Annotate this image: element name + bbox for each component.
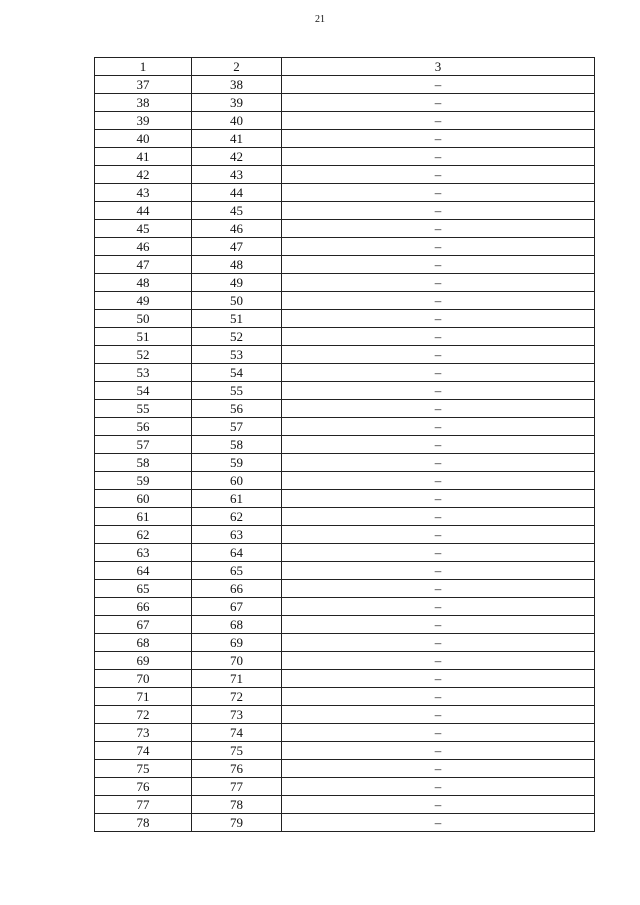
table-cell-col-2: 39	[192, 94, 282, 112]
table-cell-col-3: –	[282, 346, 595, 364]
table-cell-col-1: 67	[95, 616, 192, 634]
table-cell-col-2: 68	[192, 616, 282, 634]
table-cell-col-1: 70	[95, 670, 192, 688]
table-cell-col-2: 69	[192, 634, 282, 652]
table-row	[95, 562, 595, 580]
table-cell-col-1: 62	[95, 526, 192, 544]
table-cell-col-2: 70	[192, 652, 282, 670]
table-header	[95, 58, 595, 76]
table-row	[95, 274, 595, 292]
table-row	[95, 292, 595, 310]
table-cell-col-2: 42	[192, 148, 282, 166]
table-row	[95, 148, 595, 166]
table-cell-col-3: –	[282, 112, 595, 130]
table-cell-col-2: 41	[192, 130, 282, 148]
table-cell-col-2: 45	[192, 202, 282, 220]
table-row	[95, 616, 595, 634]
table-cell-col-3: –	[282, 328, 595, 346]
table-cell-col-2: 38	[192, 76, 282, 94]
table-cell-col-3: –	[282, 400, 595, 418]
table-cell-col-2: 48	[192, 256, 282, 274]
table-row	[95, 130, 595, 148]
table-cell-col-1: 58	[95, 454, 192, 472]
table-cell-col-3: –	[282, 634, 595, 652]
table-cell-col-3: –	[282, 814, 595, 832]
table-cell-col-3: –	[282, 202, 595, 220]
table-row	[95, 760, 595, 778]
table-row	[95, 580, 595, 598]
table-row	[95, 364, 595, 382]
table-cell-col-1: 43	[95, 184, 192, 202]
table-row	[95, 220, 595, 238]
table-row	[95, 418, 595, 436]
table-cell-col-2: 40	[192, 112, 282, 130]
table-cell-col-1: 63	[95, 544, 192, 562]
table-body	[95, 76, 595, 832]
table-cell-col-2: 62	[192, 508, 282, 526]
data-table	[94, 57, 595, 832]
header-row	[95, 58, 595, 76]
column-header-3: 3	[282, 58, 595, 76]
table-cell-col-1: 65	[95, 580, 192, 598]
table-row	[95, 634, 595, 652]
table-row	[95, 94, 595, 112]
table-cell-col-3: –	[282, 238, 595, 256]
table-cell-col-3: –	[282, 184, 595, 202]
table-row	[95, 328, 595, 346]
page-number: 21	[315, 14, 325, 25]
table-cell-col-3: –	[282, 490, 595, 508]
table-cell-col-2: 72	[192, 688, 282, 706]
table-row	[95, 742, 595, 760]
table-row	[95, 382, 595, 400]
table-row	[95, 796, 595, 814]
table-row	[95, 490, 595, 508]
table-cell-col-1: 48	[95, 274, 192, 292]
table-cell-col-2: 74	[192, 724, 282, 742]
table-cell-col-3: –	[282, 256, 595, 274]
table-row	[95, 310, 595, 328]
table-cell-col-1: 55	[95, 400, 192, 418]
table-cell-col-1: 41	[95, 148, 192, 166]
table-cell-col-2: 55	[192, 382, 282, 400]
table-row	[95, 238, 595, 256]
table-cell-col-2: 52	[192, 328, 282, 346]
table-cell-col-1: 57	[95, 436, 192, 454]
table-cell-col-3: –	[282, 544, 595, 562]
table-cell-col-3: –	[282, 760, 595, 778]
table-cell-col-1: 51	[95, 328, 192, 346]
table-cell-col-1: 40	[95, 130, 192, 148]
table-cell-col-3: –	[282, 742, 595, 760]
table-cell-col-3: –	[282, 220, 595, 238]
table-cell-col-1: 52	[95, 346, 192, 364]
table-cell-col-3: –	[282, 130, 595, 148]
table-cell-col-3: –	[282, 580, 595, 598]
table-cell-col-3: –	[282, 796, 595, 814]
table-cell-col-1: 53	[95, 364, 192, 382]
table-cell-col-3: –	[282, 310, 595, 328]
table-row	[95, 652, 595, 670]
table-row	[95, 436, 595, 454]
table-cell-col-2: 53	[192, 346, 282, 364]
table-row	[95, 76, 595, 94]
table-cell-col-2: 50	[192, 292, 282, 310]
table-row	[95, 544, 595, 562]
table-cell-col-3: –	[282, 724, 595, 742]
table-cell-col-1: 59	[95, 472, 192, 490]
table-cell-col-2: 58	[192, 436, 282, 454]
table-cell-col-3: –	[282, 706, 595, 724]
table-cell-col-1: 64	[95, 562, 192, 580]
table-cell-col-2: 61	[192, 490, 282, 508]
table-cell-col-1: 38	[95, 94, 192, 112]
table-row	[95, 202, 595, 220]
table-cell-col-1: 71	[95, 688, 192, 706]
table-cell-col-3: –	[282, 418, 595, 436]
table-cell-col-2: 57	[192, 418, 282, 436]
table-cell-col-2: 66	[192, 580, 282, 598]
table-row	[95, 400, 595, 418]
column-header-2: 2	[192, 58, 282, 76]
table-cell-col-2: 51	[192, 310, 282, 328]
table-row	[95, 598, 595, 616]
table-row	[95, 526, 595, 544]
table-cell-col-1: 72	[95, 706, 192, 724]
table-cell-col-2: 49	[192, 274, 282, 292]
table-row	[95, 724, 595, 742]
table-cell-col-2: 54	[192, 364, 282, 382]
table-cell-col-3: –	[282, 616, 595, 634]
table-row	[95, 454, 595, 472]
table-cell-col-2: 60	[192, 472, 282, 490]
table-cell-col-1: 49	[95, 292, 192, 310]
table-cell-col-3: –	[282, 778, 595, 796]
table-cell-col-1: 60	[95, 490, 192, 508]
table-row	[95, 166, 595, 184]
table-cell-col-3: –	[282, 292, 595, 310]
table-cell-col-2: 56	[192, 400, 282, 418]
table-cell-col-3: –	[282, 148, 595, 166]
table-cell-col-2: 46	[192, 220, 282, 238]
table-row	[95, 814, 595, 832]
table-cell-col-1: 42	[95, 166, 192, 184]
table-cell-col-1: 50	[95, 310, 192, 328]
table-row	[95, 112, 595, 130]
table-cell-col-1: 46	[95, 238, 192, 256]
table-cell-col-3: –	[282, 508, 595, 526]
table-cell-col-2: 47	[192, 238, 282, 256]
table-cell-col-2: 67	[192, 598, 282, 616]
table-cell-col-3: –	[282, 670, 595, 688]
table-cell-col-1: 61	[95, 508, 192, 526]
table-cell-col-2: 44	[192, 184, 282, 202]
table-cell-col-3: –	[282, 652, 595, 670]
table-cell-col-2: 59	[192, 454, 282, 472]
table-cell-col-1: 78	[95, 814, 192, 832]
table-cell-col-1: 54	[95, 382, 192, 400]
table-cell-col-3: –	[282, 364, 595, 382]
table-cell-col-2: 73	[192, 706, 282, 724]
table-row	[95, 346, 595, 364]
table-cell-col-3: –	[282, 94, 595, 112]
table-cell-col-3: –	[282, 598, 595, 616]
table-cell-col-3: –	[282, 454, 595, 472]
table-cell-col-3: –	[282, 76, 595, 94]
table-cell-col-1: 45	[95, 220, 192, 238]
table-cell-col-1: 37	[95, 76, 192, 94]
table-row	[95, 256, 595, 274]
table-cell-col-1: 73	[95, 724, 192, 742]
table-cell-col-2: 75	[192, 742, 282, 760]
table-cell-col-3: –	[282, 526, 595, 544]
table-row	[95, 508, 595, 526]
table-cell-col-1: 66	[95, 598, 192, 616]
table-cell-col-1: 76	[95, 778, 192, 796]
table-cell-col-2: 71	[192, 670, 282, 688]
table-cell-col-3: –	[282, 274, 595, 292]
table-row	[95, 688, 595, 706]
table-cell-col-3: –	[282, 688, 595, 706]
table-cell-col-2: 63	[192, 526, 282, 544]
table-cell-col-1: 75	[95, 760, 192, 778]
table-cell-col-2: 65	[192, 562, 282, 580]
table-cell-col-2: 64	[192, 544, 282, 562]
table-cell-col-2: 79	[192, 814, 282, 832]
table-cell-col-2: 77	[192, 778, 282, 796]
table-cell-col-1: 56	[95, 418, 192, 436]
table-cell-col-1: 47	[95, 256, 192, 274]
table-row	[95, 670, 595, 688]
table-cell-col-1: 74	[95, 742, 192, 760]
table-cell-col-2: 43	[192, 166, 282, 184]
table-cell-col-2: 78	[192, 796, 282, 814]
table-cell-col-1: 44	[95, 202, 192, 220]
table-cell-col-1: 69	[95, 652, 192, 670]
table-row	[95, 778, 595, 796]
column-header-1: 1	[95, 58, 192, 76]
table-row	[95, 706, 595, 724]
table-row	[95, 472, 595, 490]
table-cell-col-3: –	[282, 472, 595, 490]
table-cell-col-3: –	[282, 166, 595, 184]
table-cell-col-1: 39	[95, 112, 192, 130]
table-cell-col-1: 68	[95, 634, 192, 652]
table-row	[95, 184, 595, 202]
table-cell-col-1: 77	[95, 796, 192, 814]
table-cell-col-3: –	[282, 436, 595, 454]
table-cell-col-3: –	[282, 382, 595, 400]
table-cell-col-3: –	[282, 562, 595, 580]
table-cell-col-2: 76	[192, 760, 282, 778]
